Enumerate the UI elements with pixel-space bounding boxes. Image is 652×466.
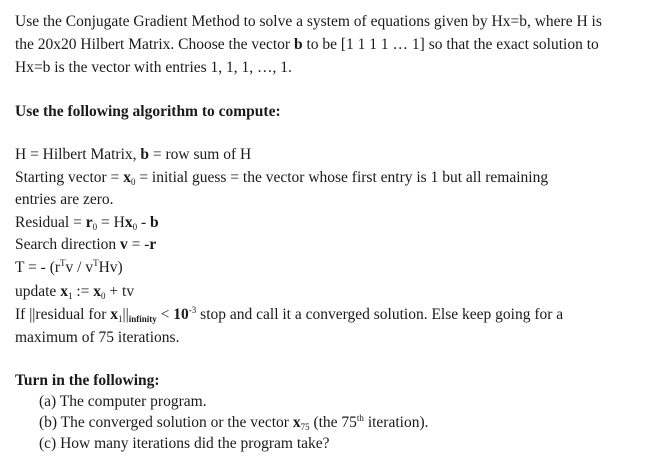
algorithm-line-5: Search direction v = -r (15, 236, 157, 253)
algorithm-line-9: maximum of 75 iterations. (15, 329, 180, 346)
intro-line-2: the 20x20 Hilbert Matrix. Choose the vector b to be [1 1 1 1 … 1] so that the exact solution to (15, 36, 599, 53)
algorithm-line-3: entries are zero. (15, 191, 114, 208)
algorithm-line-1: H = Hilbert Matrix, b = row sum of H (15, 146, 252, 163)
algorithm-line-6: T = - $(r^Tv / v^THv)$ (15, 258, 123, 276)
intro-line-3: Hx=b is the vector with entries 1, 1, 1, …, 1. (15, 59, 292, 76)
turnin-heading: Turn in the following: (15, 372, 160, 389)
turnin-item-b: (b) The converged solution or the vector $x_{75}$ (the 75th iteration). (39, 413, 429, 432)
algorithm-line-2: Starting vector = $x_0$ = initial guess = the vector whose first entry is 1 but all remaining (15, 169, 549, 187)
turnin-item-a: (a) The computer program. (39, 393, 207, 410)
intro-line-1: Use the Conjugate Gradient Method to solve a system of equations given by Hx=b, where H is (15, 13, 602, 30)
algorithm-heading: Use the following algorithm to compute: (15, 103, 281, 120)
turnin-item-c: (c) How many iterations did the program take? (39, 435, 330, 452)
algorithm-line-4: Residual = $r_0 = Hx_0 - b$ (15, 214, 159, 232)
algorithm-line-8: If ||residual for $x_1||infinity < 10^{-3}$ stop and call it a converged solution. Else keep going for a (15, 305, 564, 324)
algorithm-line-7: update $x_1$ := $x_0$ + tv (15, 283, 135, 301)
